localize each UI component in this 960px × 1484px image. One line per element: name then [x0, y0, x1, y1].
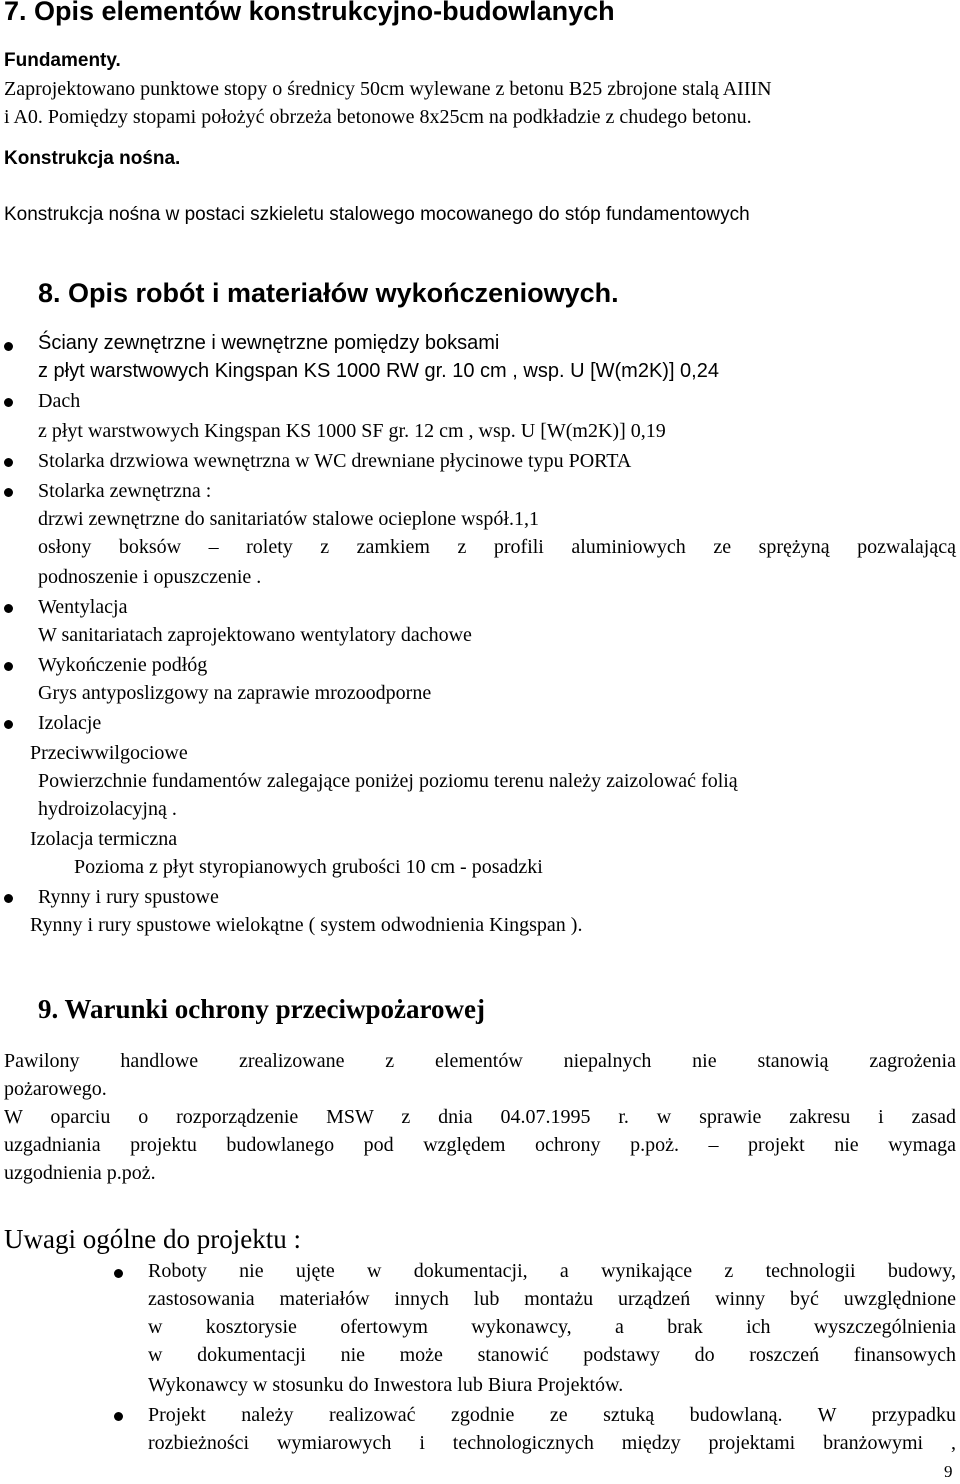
bullet-icon — [4, 458, 13, 467]
item-wentylacja: Wentylacja — [38, 596, 128, 618]
bullet-icon — [4, 342, 13, 351]
item-izolacje: Izolacje — [38, 712, 102, 734]
s9-line-4: uzgadniania projektu budowlanego pod względem ochrony p.poż. – projekt nie wymaga — [4, 1134, 956, 1156]
item-przeciwwilgociowe: Przeciwwilgociowe — [30, 742, 188, 764]
item-powierzchnie-cont: hydroizolacyjną . — [38, 798, 177, 820]
uwagi-b1-line-2: zastosowania materiałów innych lub montażu urządzeń winny być uwzględnione — [148, 1288, 956, 1310]
uwagi-b1-line-5: Wykonawcy w stosunku do Inwestora lub Biura Projektów. — [148, 1374, 624, 1396]
uwagi-b2-line-2: rozbieżności wymiarowych i technologicznych między projektami branżowymi , — [148, 1432, 956, 1454]
bullet-icon — [114, 1269, 123, 1278]
s9-line-5: uzgodnienia p.poż. — [4, 1162, 156, 1184]
item-dach: Dach — [38, 390, 81, 412]
item-stolarka-zewn: Stolarka zewnętrzna : — [38, 480, 212, 502]
item-wykonczenie-detail: Grys antyposlizgowy na zaprawie mrozoodporne — [38, 682, 432, 704]
item-powierzchnie: Powierzchnie fundamentów zalegające poniżej poziomu terenu należy zaizolować folią — [38, 770, 738, 792]
bullet-icon — [4, 604, 13, 613]
item-oslony: osłony boksów – rolety z zamkiem z profili aluminiowych ze sprężyną pozwalającą — [38, 536, 956, 558]
item-dach-detail: z płyt warstwowych Kingspan KS 1000 SF gr. 12 cm , wsp. U [W(m2K)] 0,19 — [38, 420, 666, 442]
uwagi-b2-line-1: Projekt należy realizować zgodnie ze sztuką budowlaną. W przypadku — [148, 1404, 956, 1426]
item-drzwi-zewn: drzwi zewnętrzne do sanitariatów stalowe ocieplone współ.1,1 — [38, 508, 539, 530]
bullet-icon — [4, 894, 13, 903]
item-sciany: Ściany zewnętrzne i wewnętrzne pomiędzy boksami — [38, 332, 500, 354]
item-rynny-detail: Rynny i rury spustowe wielokątne ( system odwodnienia Kingspan ). — [30, 914, 583, 936]
item-pozioma: Pozioma z płyt styropianowych grubości 10 cm - posadzki — [74, 856, 543, 878]
section-7-heading: 7. Opis elementów konstrukcyjno-budowlanych — [4, 0, 615, 26]
s9-line-1: Pawilony handlowe zrealizowane z elementów niepalnych nie stanowią zagrożenia — [4, 1050, 956, 1072]
uwagi-b1-line-4: w dokumentacji nie może stanowić podstawy do roszczeń finansowych — [148, 1344, 956, 1366]
bullet-icon — [4, 662, 13, 671]
page-number: 9 — [944, 1462, 953, 1481]
item-oslony-cont: podnoszenie i opuszczenie . — [38, 566, 262, 588]
section-8-heading: 8. Opis robót i materiałów wykończeniowych. — [38, 278, 619, 308]
item-wentylacja-detail: W sanitariatach zaprojektowano wentylatory dachowe — [38, 624, 472, 646]
bullet-icon — [4, 720, 13, 729]
section-9-heading: 9. Warunki ochrony przeciwpożarowej — [38, 994, 485, 1024]
uwagi-b1-line-3: w kosztorysie ofertowym wykonawcy, a brak ich wyszczególnienia — [148, 1316, 956, 1338]
konstrukcja-line-1: Konstrukcja nośna w postaci szkieletu stalowego mocowanego do stóp fundamentowych — [4, 204, 750, 225]
uwagi-b1-line-1: Roboty nie ujęte w dokumentacji, a wynikające z technologii budowy, — [148, 1260, 956, 1282]
item-izolacja-termiczna: Izolacja termiczna — [30, 828, 178, 850]
s9-line-2: pożarowego. — [4, 1078, 107, 1100]
s9-line-3: W oparciu o rozporządzenie MSW z dnia 04.07.1995 r. w sprawie zakresu i zasad — [4, 1106, 956, 1128]
item-wykonczenie: Wykończenie podłóg — [38, 654, 208, 676]
fundamenty-line-1: Zaprojektowano punktowe stopy o średnicy 50cm wylewane z betonu B25 zbrojone stalą AIIIN — [4, 78, 772, 100]
bullet-icon — [114, 1412, 123, 1421]
uwagi-heading: Uwagi ogólne do projektu : — [4, 1224, 301, 1254]
item-rynny: Rynny i rury spustowe — [38, 886, 219, 908]
konstrukcja-title: Konstrukcja nośna. — [4, 148, 181, 169]
bullet-icon — [4, 398, 13, 407]
fundamenty-line-2: i A0. Pomiędzy stopami położyć obrzeża betonowe 8x25cm na podkładzie z chudego betonu. — [4, 106, 752, 128]
item-stolarka-wewn: Stolarka drzwiowa wewnętrzna w WC drewniane płycinowe typu PORTA — [38, 450, 632, 472]
bullet-icon — [4, 488, 13, 497]
item-sciany-detail: z płyt warstwowych Kingspan KS 1000 RW gr. 10 cm , wsp. U [W(m2K)] 0,24 — [38, 360, 719, 382]
fundamenty-title: Fundamenty. — [4, 50, 121, 71]
